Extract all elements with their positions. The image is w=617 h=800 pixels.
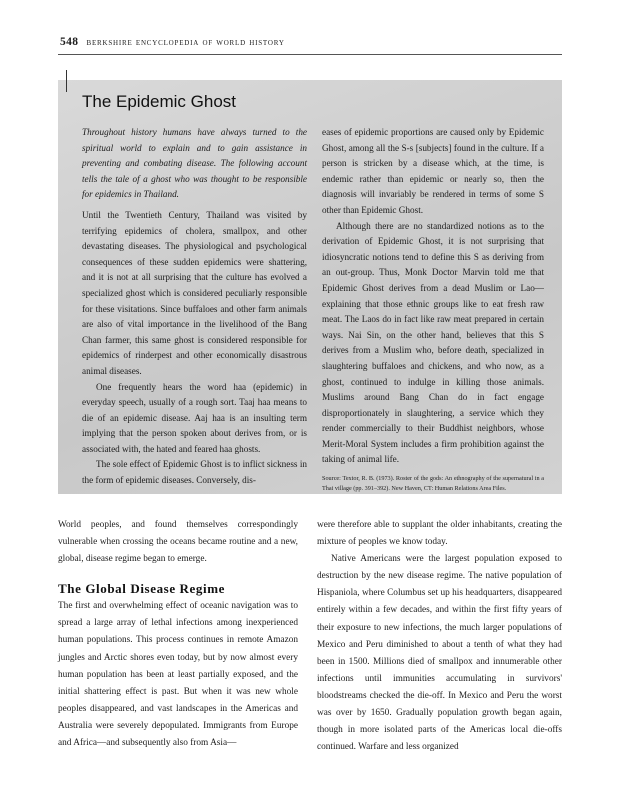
sidebar-paragraph: Although there are no standardized notions as to the derivation of Epidemic Ghost, it is not surprising that idiosyncratic notions tend to define this S as deriving from an out-group. Thus, Monk Doctor Marvin told me that Epidemic Ghost derives from a dead Muslim or Lao—explaining that those ethnic groups like to eat fresh raw meat. The Laos do in fact like raw meat prepared in certain ways. Nai Sin, on the other hand, believes that this S derives from a Muslim who, before death, specialized in slaughtering buffaloes and chickens, and who now, as a ghost, continued to indulge in killing those animals. Muslims around Bang Chan do in fact engage disproportionately in slaughtering, a service which they render commercially to their Buddhist neighbors, whose Merit-Moral System includes a firm prohibition against the taking of animal life. (322, 220, 544, 465)
sidebar-title: The Epidemic Ghost (82, 92, 237, 111)
sidebar-box (58, 80, 562, 494)
sidebar-paragraph: eases of epidemic proportions are caused only by Epidemic Ghost, among all the S-s [subjects] found in the culture. If a person is stricken by a disease which, at the time, is endemic rather than epidemic or nearly so, then the diagnosis will invariably be rendered in terms of some S other than Epidemic Ghost. (322, 127, 544, 215)
sidebar-paragraph: The sole effect of Epidemic Ghost is to inflict sickness in the form of epidemic diseases. Conversely, dis- (82, 459, 307, 486)
body-right-column (317, 517, 562, 756)
body-paragraph: The first and overwhelming effect of oceanic navigation was to spread a large array of lethal infections among inexperienced human populations. This process continues in remote Amazon jungles and Arctic shores even today, but by now almost every human population has been at least partially exposed, and the initial shattering effect is past. But when it was new whole peoples disappeared, and vast landscapes in the Americas and Australia were severely depopulated. Immigrants from Europe and Africa—and subsequently also from Asia— (58, 601, 298, 749)
body-paragraph: Native Americans were the largest population exposed to destruction by the new disease regime. The native population of Hispaniola, where Columbus set up his headquarters, disappeared entirely within a few decades, and within the first fifty years of their exposure to new infections, the much larger populations of Mexico and Peru diminished to about a tenth of what they had been in 1500. Millions died of smallpox and innumerable other infections until immunities accumulating in survivors' bloodstreams checked the die-off. In Mexico and Peru the worst was over by 1650. Gradually population growth began again, though in more isolated parts of the Americas local die-offs continued. Warfare and less organized (317, 554, 562, 753)
sidebar-intro: Throughout history humans have always turned to the spiritual world to explain and to gain assistance in preventing and combating disease. The following account tells the tale of a ghost who was thought to be responsible for epidemics in Thailand. (82, 127, 307, 200)
sidebar-right-column (322, 125, 544, 493)
body-left-column (58, 517, 298, 752)
body-paragraph: World peoples, and found themselves correspondingly vulnerable when crossing the oceans became routine and a new, global, disease regime began to emerge. (58, 520, 298, 565)
running-head-title: berkshire encyclopedia of world history (86, 37, 285, 48)
sidebar-left-column (82, 125, 307, 489)
page-number: 548 (60, 36, 79, 48)
header-rule (58, 54, 562, 55)
sidebar-paragraph: One frequently hears the word haa (epidemic) in everyday speech, usually of a rough sort. Taaj haa means to die of an epidemic disease. Aaj haa is an insulting term implying that the person spoken about derives from, or is associated with, the hated and feared haa ghosts. (82, 381, 307, 454)
section-heading: The Global Disease Regime (58, 581, 226, 597)
sidebar-source: Source: Textor, R. B. (1973). Roster of the gods: An ethnography of the supernatural in a Thai village (pp. 391–392). New Haven, CT: Human Relations Area Files. (322, 475, 544, 492)
body-paragraph: were therefore able to supplant the older inhabitants, creating the mixture of peoples we know today. (317, 520, 562, 548)
sidebar-paragraph: Until the Twentieth Century, Thailand was visited by terrifying epidemics of cholera, smallpox, and other devastating diseases. The physiological and psychological consequences of these sudden epidemics were shattering, and it is not at all surprising that the culture has evolved a specialized ghost which is considered peculiarly responsible for these visitations. Since buffaloes and other farm animals are also of vital importance in the livelihood of the Bang Chan farmer, this same ghost is considered responsible for epidemics of rinderpest and other economically disastrous animal diseases. (82, 209, 307, 376)
running-head (60, 36, 580, 48)
